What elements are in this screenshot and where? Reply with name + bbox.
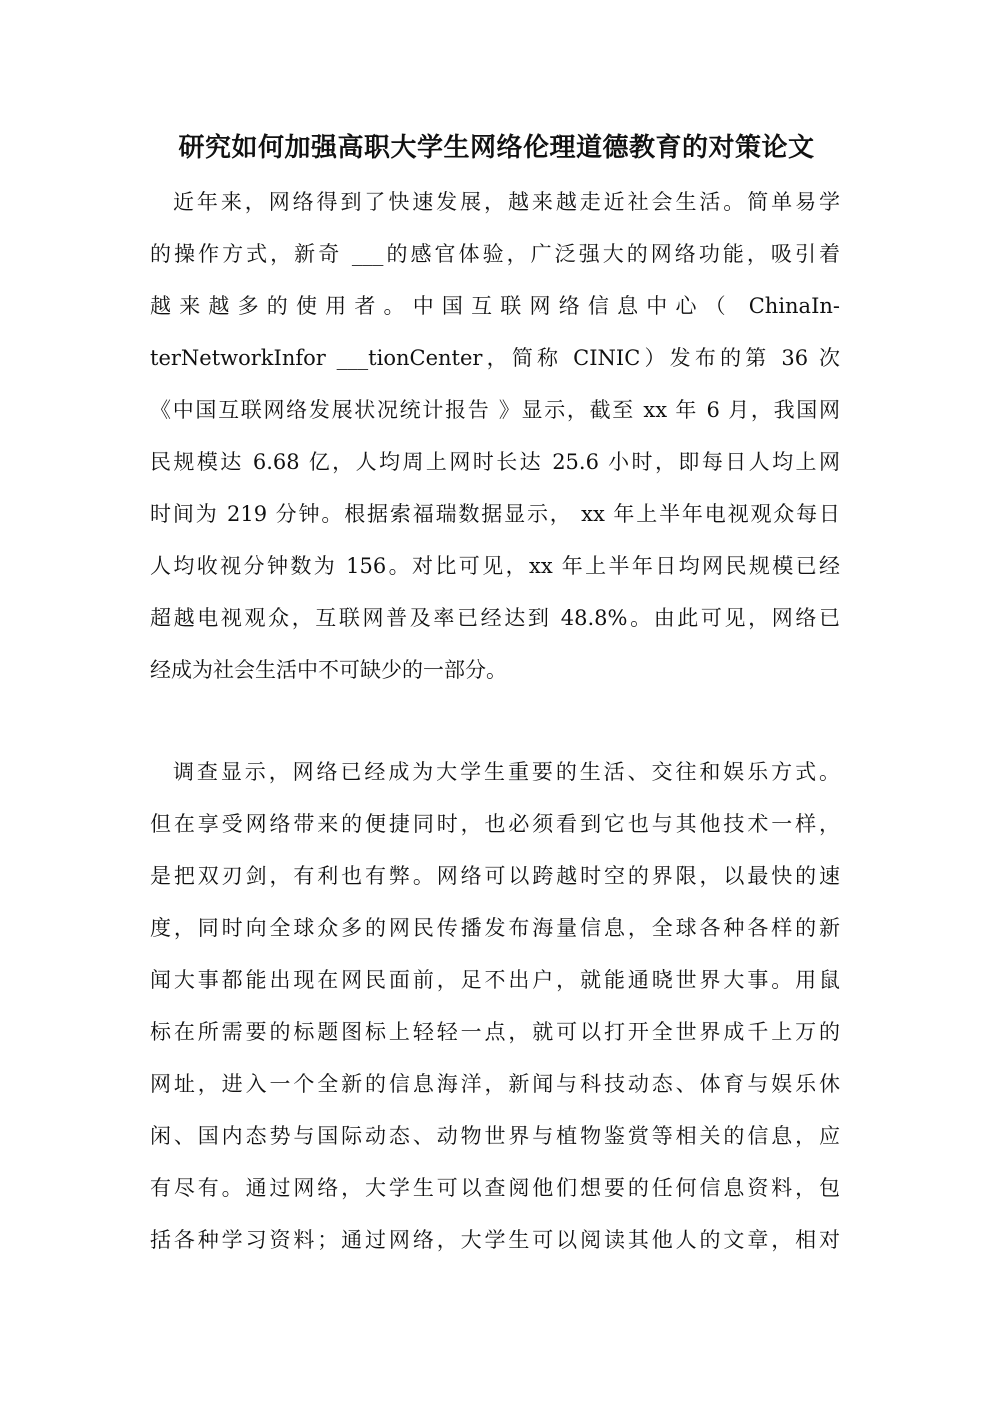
paragraph-2 — [150, 746, 840, 1266]
text-line: 闲、国内态势与国际动态、动物世界与植物鉴赏等相关的信息，应 — [150, 1124, 840, 1148]
text-line: 越来越多的使用者。中国互联网络信息中心（ ChinaIn- — [150, 294, 840, 318]
text-line: 度，同时向全球众多的网民传播发布海量信息，全球各种各样的新 — [150, 916, 840, 940]
text-line: 是把双刃剑，有利也有弊。网络可以跨越时空的界限，以最快的速 — [150, 864, 840, 888]
text-line: 括各种学习资料；通过网络，大学生可以阅读其他人的文章，相对 — [150, 1228, 840, 1252]
text-line: 但在享受网络带来的便捷同时，也必须看到它也与其他技术一样， — [150, 812, 840, 836]
text-line: 调查显示，网络已经成为大学生重要的生活、交往和娱乐方式。 — [173, 760, 840, 784]
text-line: terNetworkInfor ___tionCenter，简称 CINIC）发布的第 36 次 — [150, 346, 840, 370]
text-line: 《中国互联网络发展状况统计报告 》显示，截至 xx 年 6 月，我国网 — [150, 398, 840, 422]
document-title: 研究如何加强高职大学生网络伦理道德教育的对策论文 — [178, 133, 815, 163]
text-line: 超越电视观众，互联网普及率已经达到 48.8%。由此可见，网络已 — [150, 606, 840, 630]
text-line: 的操作方式，新奇 ___的感官体验，广泛强大的网络功能，吸引着 — [150, 242, 840, 266]
text-line: 网址，进入一个全新的信息海洋，新闻与科技动态、体育与娱乐休 — [150, 1072, 840, 1096]
text-line: 闻大事都能出现在网民面前，足不出户，就能通晓世界大事。用鼠 — [150, 968, 840, 992]
text-line: 近年来，网络得到了快速发展，越来越走近社会生活。简单易学 — [173, 190, 840, 214]
text-line: 人均收视分钟数为 156。对比可见，xx 年上半年日均网民规模已经 — [150, 554, 840, 578]
text-line: 时间为 219 分钟。根据索福瑞数据显示， xx 年上半年电视观众每日 — [150, 502, 840, 526]
text-line: 有尽有。通过网络，大学生可以查阅他们想要的任何信息资料，包 — [150, 1176, 840, 1200]
text-line: 经成为社会生活中不可缺少的一部分。 — [150, 658, 507, 682]
text-line: 标在所需要的标题图标上轻轻一点，就可以打开全世界成千上万的 — [150, 1020, 840, 1044]
paragraph-1 — [150, 176, 840, 696]
text-line: 民规模达 6.68 亿，人均周上网时长达 25.6 小时，即每日人均上网 — [150, 450, 840, 474]
